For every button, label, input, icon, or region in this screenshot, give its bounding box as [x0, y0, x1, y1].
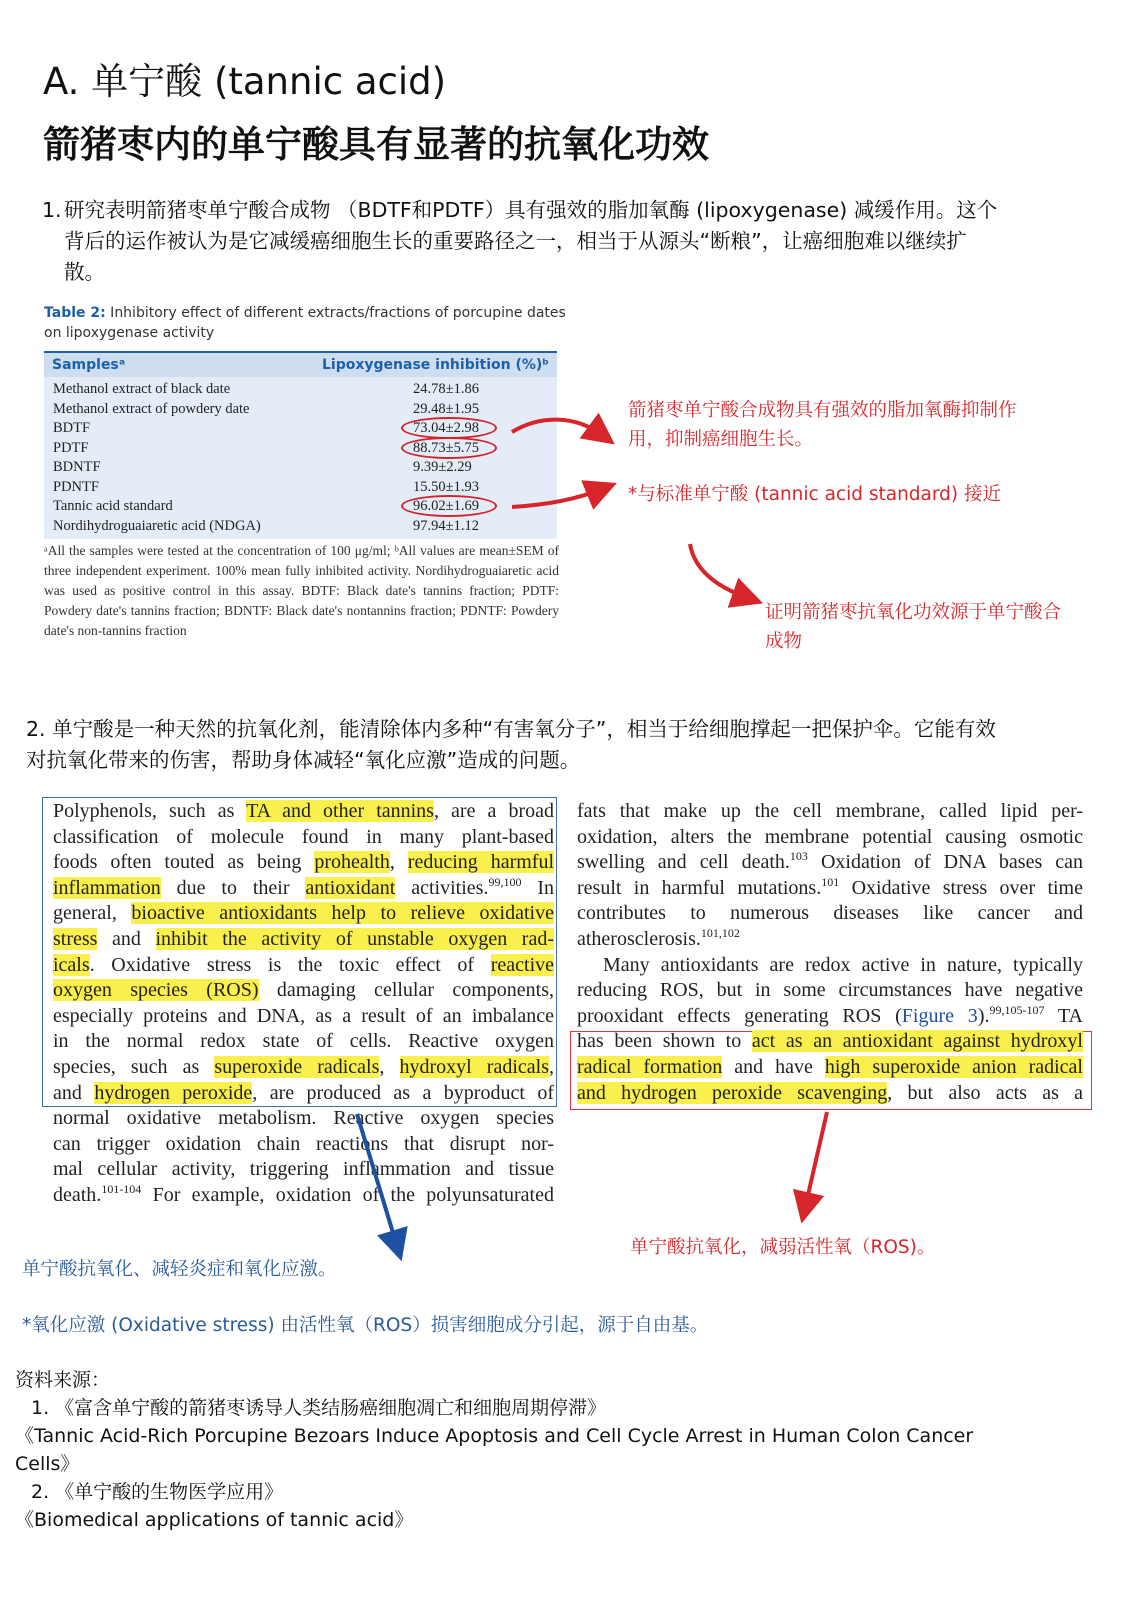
excerpt-left-column	[53, 799, 554, 1209]
arrow-tannic-standard-icon	[512, 489, 602, 507]
table-cell-sample: PDNTF	[53, 478, 99, 495]
table-cell-sample: BDNTF	[53, 459, 101, 476]
excerpt-line: in the normal redox state of cells. Reactive oxygen	[53, 1030, 554, 1053]
source-1-en-line-1: 《Tannic Acid-Rich Porcupine Bezoars Induce Apoptosis and Cell Cycle Arrest in Human Colon Cancer	[15, 1425, 974, 1447]
annotation-antioxidant: 单宁酸抗氧化、减轻炎症和氧化应激。	[22, 1259, 337, 1280]
table-value-text: 96.02±1.69	[413, 498, 479, 515]
table-footnote: ᵃAll the samples were tested at the concentration of 100 μg/ml; ᵇAll values are mean±SEM of three independent experiment. 100% mean fully inhibited activity. Nordihydroguaiaretic acid was used as positive control in this assay. BDTF: Black date's tannins fraction; PDTF: Powdery date's tannins fraction; BDNTF: Black date's nontannins fraction; PDNTF: Powdery date's non-tannins fraction	[44, 543, 559, 638]
excerpt-line: death.$^{101-104}$ For example, oxidation of the polyunsaturated	[53, 1181, 554, 1206]
source-1-en-line-2: Cells》	[15, 1453, 80, 1475]
table-cell-sample: Methanol extract of powdery date	[53, 400, 250, 417]
excerpt-line: reducing ROS, but in some circumstances have negative	[577, 979, 1083, 1002]
excerpt-line: especially proteins and DNA, as a result of an imbalance	[53, 1004, 554, 1027]
table-cell-sample: Methanol extract of black date	[53, 381, 231, 398]
excerpt-line: foods often touted as being prohealth, reducing harmful	[53, 851, 554, 874]
excerpt-line: oxidation, alters the membrane potential causing osmotic	[577, 825, 1083, 848]
table-header	[44, 351, 557, 377]
table-cell-sample: Nordihydroguaiaretic acid (NDGA)	[53, 517, 261, 534]
table-value-text: 73.04±2.98	[413, 420, 479, 437]
excerpt-line: can trigger oxidation chain reactions that disrupt nor-	[53, 1132, 554, 1155]
annotation-ros: 单宁酸抗氧化，减弱活性氧（ROS)。	[630, 1237, 936, 1258]
point-1-number: 1.	[42, 198, 62, 222]
point-2-paragraph	[26, 714, 1106, 776]
table-caption-label: Table 2:	[44, 305, 106, 321]
source-2-cn: 2. 《单宁酸的生物医学应用》	[31, 1481, 284, 1503]
table-value-text: 97.94±1.12	[413, 517, 479, 534]
table-caption-text: Inhibitory effect of different extracts/fractions of porcupine dates on lipoxygenase activity	[44, 305, 566, 341]
point-1-line-1	[42, 195, 1102, 226]
arrow-proof-icon	[690, 544, 748, 598]
blue-arrow	[345, 1108, 425, 1268]
arrow-ros-icon	[805, 1112, 827, 1208]
excerpt-line: Polyphenols, such as TA and other tannins, are a broad	[53, 800, 555, 822]
excerpt-line: species, such as superoxide radicals, hydroxyl radicals,	[53, 1055, 554, 1078]
table-header-samples: Samplesᵃ	[52, 357, 126, 373]
sources-heading: 资料来源：	[15, 1369, 111, 1391]
excerpt-line: oxygen species (ROS) damaging cellular components,	[53, 979, 555, 1002]
table-cell-sample: Tannic acid standard	[53, 498, 173, 515]
excerpt-line: stress and inhibit the activity of unstable oxygen rad-	[53, 927, 554, 950]
excerpt-line: normal oxidative metabolism. Reactive oxygen species	[53, 1107, 554, 1130]
annotation-oxidative-stress: *氧化应激 (Oxidative stress) 由活性氧（ROS）损害细胞成分引起，源于自由基。	[22, 1315, 709, 1336]
excerpt-line: and hydrogen peroxide scavenging, but also acts as a	[577, 1081, 1084, 1104]
arrow-bdtf-pdtf-icon	[512, 420, 602, 435]
table-value-text: 24.78±1.86	[413, 381, 479, 398]
excerpt-line: atherosclerosis.$^{101,102}$	[577, 925, 740, 950]
point-2-line-1: 2. 单宁酸是一种天然的抗氧化剂，能清除体内多种“有害氧分子”，相当于给细胞撑起一把保护伞。它能有效	[26, 717, 996, 741]
excerpt-line: icals. Oxidative stress is the toxic effect of reactive	[53, 953, 554, 976]
source-2-en: 《Biomedical applications of tannic acid》	[15, 1509, 414, 1531]
excerpt-line: classification of molecule found in many plant-based	[53, 825, 554, 848]
point-1-paragraph	[42, 195, 1102, 288]
arrow-antioxidant-icon	[357, 1114, 397, 1246]
red-arrows-table	[470, 395, 640, 535]
page-title: A. 单宁酸 (tannic acid)	[43, 60, 447, 103]
table-caption	[44, 303, 574, 343]
excerpt-line: fats that make up the cell membrane, called lipid per-	[577, 800, 1083, 822]
excerpt-line: has been shown to act as an antioxidant against hydroxyl	[577, 1030, 1083, 1053]
red-arrow-ros	[785, 1108, 845, 1228]
annotation-lipoxygenase: 箭猪枣单宁酸合成物具有强效的脂加氧酶抑制作用，抑制癌细胞生长。	[628, 400, 1017, 450]
excerpt-line: Many antioxidants are redox active in nature, typically	[603, 953, 1083, 976]
figure-3-link[interactable]: Figure 3	[901, 1004, 978, 1027]
table-value-text: 88.73±5.75	[413, 439, 479, 456]
table-value-text: 29.48±1.95	[413, 400, 479, 417]
table-cell-sample: BDTF	[53, 420, 91, 437]
table-value-text: 15.50±1.93	[413, 478, 479, 495]
table-cell-sample: PDTF	[53, 439, 89, 456]
excerpt-line: inflammation due to their antioxidant activities.$^{99,100}$ In	[53, 874, 554, 899]
excerpt-line: mal cellular activity, triggering inflammation and tissue	[53, 1158, 554, 1181]
excerpt-right-column	[577, 799, 1083, 1106]
point-1-line-3: 散。	[64, 260, 105, 284]
excerpt-line: contributes to numerous diseases like cancer and	[577, 902, 1083, 925]
excerpt-line: and hydrogen peroxide, are produced as a byproduct of	[53, 1081, 554, 1104]
excerpt-line: radical formation and have high superoxide anion radical	[577, 1055, 1083, 1078]
table-value-text: 9.39±2.29	[413, 459, 472, 476]
point-2-line-2: 对抗氧化带来的伤害，帮助身体减轻“氧化应激”造成的问题。	[26, 748, 581, 772]
page-subtitle: 箭猪枣内的单宁酸具有显著的抗氧化功效	[43, 123, 709, 166]
sources-section	[15, 1366, 1105, 1534]
source-1-cn: 1. 《富含单宁酸的箭猪枣诱导人类结肠癌细胞凋亡和细胞周期停滞》	[31, 1397, 607, 1419]
excerpt-line: prooxidant effects generating ROS (Figure 3).$^{99,105-107}$ TA	[577, 1002, 1083, 1027]
excerpt-line: result in harmful mutations.$^{101}$ Oxidative stress over time	[577, 874, 1083, 899]
annotation-proof: 证明箭猪枣抗氧化功效源于单宁酸合成物	[765, 602, 1062, 652]
point-1-line-2: 背后的运作被认为是它减缓癌细胞生长的重要路径之一，相当于从源头“断粮”，让癌细胞难以继续扩	[64, 229, 967, 253]
annotation-tannic-standard: *与标准单宁酸 (tannic acid standard) 接近	[628, 484, 1002, 505]
red-arrow-proof	[680, 540, 770, 610]
point-1-text-1: 研究表明箭猪枣单宁酸合成物 （BDTF和PDTF）具有强效的脂加氧酶 (lipoxygenase) 减缓作用。这个	[64, 198, 998, 222]
table-header-inhibition: Lipoxygenase inhibition (%)ᵇ	[322, 357, 549, 373]
excerpt-line: swelling and cell death.$^{103}$ Oxidation of DNA bases can	[577, 849, 1084, 874]
excerpt-line: general, bioactive antioxidants help to relieve oxidative	[53, 902, 554, 925]
